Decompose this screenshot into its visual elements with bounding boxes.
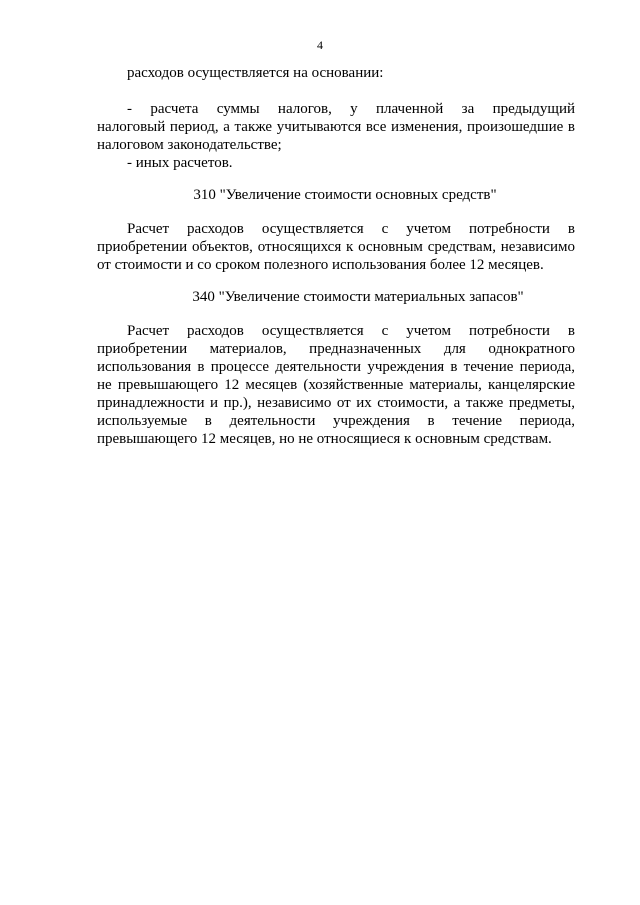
section-310-text: Расчет расходов осуществляется с учетом потребности в приобретении объектов, относящихся к основным средствам, независимо от стоимости и со сроком полезного использования более 12 месяцев. — [97, 221, 575, 273]
section-340-text: Расчет расходов осуществляется с учетом потребности в приобретении материалов, предназначенных для однократного использования в процессе деятельности учреждения в течение периода, не превышающего 12 месяцев (хозяйственные материалы, канцелярские принадлежности и пр.), независимо от их стоимости, а также предметы, используемые в деятельности учреждения в течение периода, превышающего 12 месяцев, но не относящиеся к основным средствам. — [97, 323, 575, 447]
bullet-1-continuation: налоговый период, а также учитываются все изменения, произошедшие в налоговом законодательстве; — [97, 119, 575, 153]
page-number: 4 — [317, 38, 323, 52]
document-body — [97, 64, 575, 448]
section-310-heading: 310 "Увеличение стоимости основных средств" — [193, 187, 497, 203]
bullet-2: - иных расчетов. — [127, 155, 233, 171]
spacer — [97, 82, 575, 100]
bullet-1-first-line: - расчета суммы налогов, у плаченной за предыдущий — [127, 101, 575, 117]
section-340-heading: 340 "Увеличение стоимости материальных запасов" — [192, 289, 524, 305]
intro-line: расходов осуществляется на основании: — [127, 65, 384, 81]
